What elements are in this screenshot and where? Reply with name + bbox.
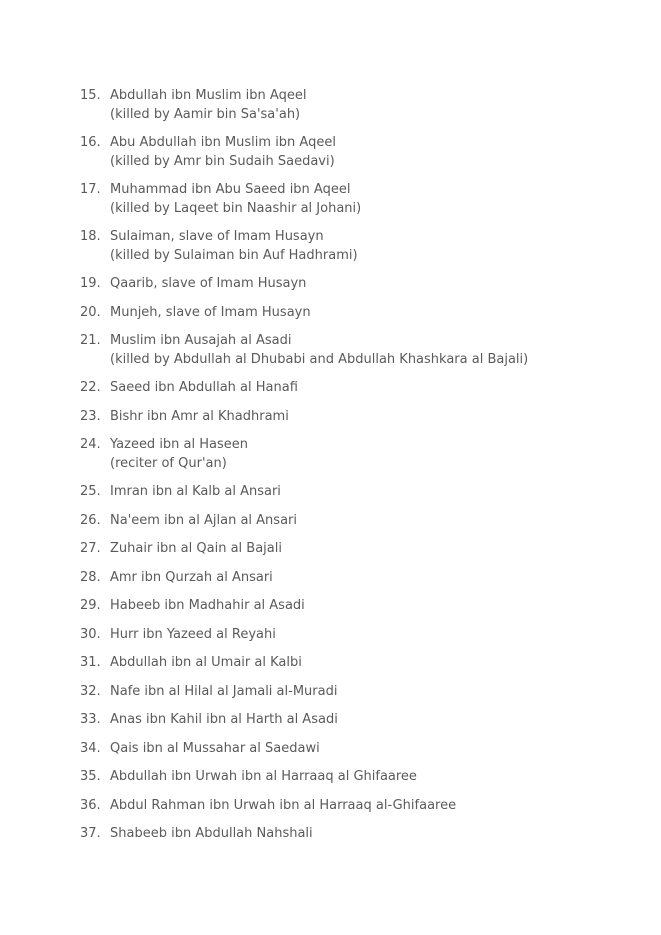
list-item-body [110, 275, 640, 294]
list-item-number: 26. [80, 512, 101, 528]
list-item-body [110, 768, 640, 787]
list-item-body [110, 228, 640, 265]
list-item [80, 304, 640, 323]
list-item [80, 683, 640, 702]
list-item-number: 19. [80, 276, 101, 291]
list-item-number: 17. [80, 182, 101, 197]
list-item [80, 408, 640, 427]
list-item-number: 32. [80, 683, 101, 699]
list-item [80, 379, 640, 398]
list-item [80, 87, 640, 124]
list-item-body [110, 408, 640, 427]
list-item [80, 512, 640, 531]
list-item [80, 436, 640, 473]
list-item-body [110, 683, 640, 702]
list-item [80, 332, 640, 369]
list-item-name: Hurr ibn Yazeed al Reyahi [110, 626, 276, 642]
list-item-note: (killed by Amr bin Sudaih Saedavi) [110, 153, 335, 169]
list-item-body [110, 332, 640, 369]
list-item-name: Anas ibn Kahil ibn al Harth al Asadi [110, 712, 338, 727]
list-item-number: 35. [80, 769, 101, 784]
list-item [80, 483, 640, 502]
list-item-number: 21. [80, 333, 101, 348]
list-item-number: 34. [80, 740, 101, 756]
list-item [80, 597, 640, 616]
list-item-body [110, 597, 640, 616]
list-item-name: Habeeb ibn Madhahir al Asadi [110, 598, 305, 613]
list-item-name: Qais ibn al Mussahar al Saedawi [110, 740, 320, 756]
list-item [80, 797, 640, 816]
list-item-number: 16. [80, 135, 101, 150]
list-item [80, 228, 640, 265]
list-item-number: 30. [80, 626, 101, 642]
list-item-number: 25. [80, 484, 101, 499]
list-item-name: Yazeed ibn al Haseen [110, 437, 249, 452]
list-item-body [110, 825, 640, 844]
list-item-note: (killed by Sulaiman bin Auf Hadhrami) [110, 247, 358, 263]
list-item-name: Nafe ibn al Hilal al Jamali al-Muradi [110, 683, 338, 699]
list-item-name: Abdullah ibn Urwah ibn al Harraaq al Ghifaaree [110, 769, 417, 784]
list-item-body [110, 711, 640, 730]
list-item-body [110, 304, 640, 323]
list-item-number: 23. [80, 408, 101, 424]
list-item [80, 825, 640, 844]
list-item-body [110, 87, 640, 124]
list-item-number: 33. [80, 712, 101, 727]
list-item-name: Na'eem ibn al Ajlan al Ansari [110, 512, 297, 528]
list-item [80, 540, 640, 559]
list-item-name: Zuhair ibn al Qain al Bajali [110, 541, 282, 556]
list-item-note: (killed by Abdullah al Dhubabi and Abdullah Khashkara al Bajali) [110, 351, 529, 367]
list-item-name: Amr ibn Qurzah al Ansari [110, 569, 273, 585]
list-item-body [110, 512, 640, 531]
list-item-number: 22. [80, 380, 101, 395]
list-item-body [110, 134, 640, 171]
list-item [80, 275, 640, 294]
list-item [80, 134, 640, 171]
list-item-name: Saeed ibn Abdullah al Hanafi [110, 380, 298, 395]
list-item-name: Munjeh, slave of Imam Husayn [110, 304, 311, 320]
list-item-number: 24. [80, 437, 101, 452]
list-item-name: Abdullah ibn al Umair al Kalbi [110, 655, 302, 670]
list-item [80, 181, 640, 218]
list-item-body [110, 654, 640, 673]
list-item-name: Abdullah ibn Muslim ibn Aqeel [110, 88, 307, 103]
list-item-body [110, 436, 640, 473]
list-item-name: Muslim ibn Ausajah al Asadi [110, 333, 292, 348]
list-item-body [110, 379, 640, 398]
list-item-name: Sulaiman, slave of Imam Husayn [110, 229, 324, 244]
list-item [80, 569, 640, 588]
list-item-name: Imran ibn al Kalb al Ansari [110, 484, 281, 499]
list-item-number: 36. [80, 797, 101, 813]
list-item-note: (killed by Aamir bin Sa'sa'ah) [110, 106, 301, 122]
list-item-number: 37. [80, 826, 101, 841]
list-item [80, 711, 640, 730]
list-item-number: 28. [80, 569, 101, 585]
list-item-name: Shabeeb ibn Abdullah Nahshali [110, 826, 313, 841]
list-item-body [110, 740, 640, 759]
list-item-body [110, 626, 640, 645]
list-item-note: (reciter of Qur'an) [110, 455, 227, 471]
list-item-note: (killed by Laqeet bin Naashir al Johani) [110, 200, 362, 216]
list-item-name: Qaarib, slave of Imam Husayn [110, 276, 307, 291]
list-item-name: Muhammad ibn Abu Saeed ibn Aqeel [110, 182, 351, 197]
list-item [80, 654, 640, 673]
list-item-name: Bishr ibn Amr al Khadhrami [110, 408, 289, 424]
list-item-number: 29. [80, 598, 101, 613]
list-item-body [110, 181, 640, 218]
list-item-body [110, 540, 640, 559]
list-item-number: 20. [80, 304, 101, 320]
list-item-number: 31. [80, 655, 101, 670]
list-item-name: Abu Abdullah ibn Muslim ibn Aqeel [110, 135, 336, 150]
list-item [80, 768, 640, 787]
list-item-number: 18. [80, 229, 101, 244]
numbered-list [80, 87, 640, 854]
list-item-name: Abdul Rahman ibn Urwah ibn al Harraaq al-Ghifaaree [110, 797, 457, 813]
list-item [80, 740, 640, 759]
list-item-number: 15. [80, 88, 101, 103]
list-item-body [110, 569, 640, 588]
list-item-body [110, 797, 640, 816]
list-item [80, 626, 640, 645]
list-item-number: 27. [80, 541, 101, 556]
list-item-body [110, 483, 640, 502]
